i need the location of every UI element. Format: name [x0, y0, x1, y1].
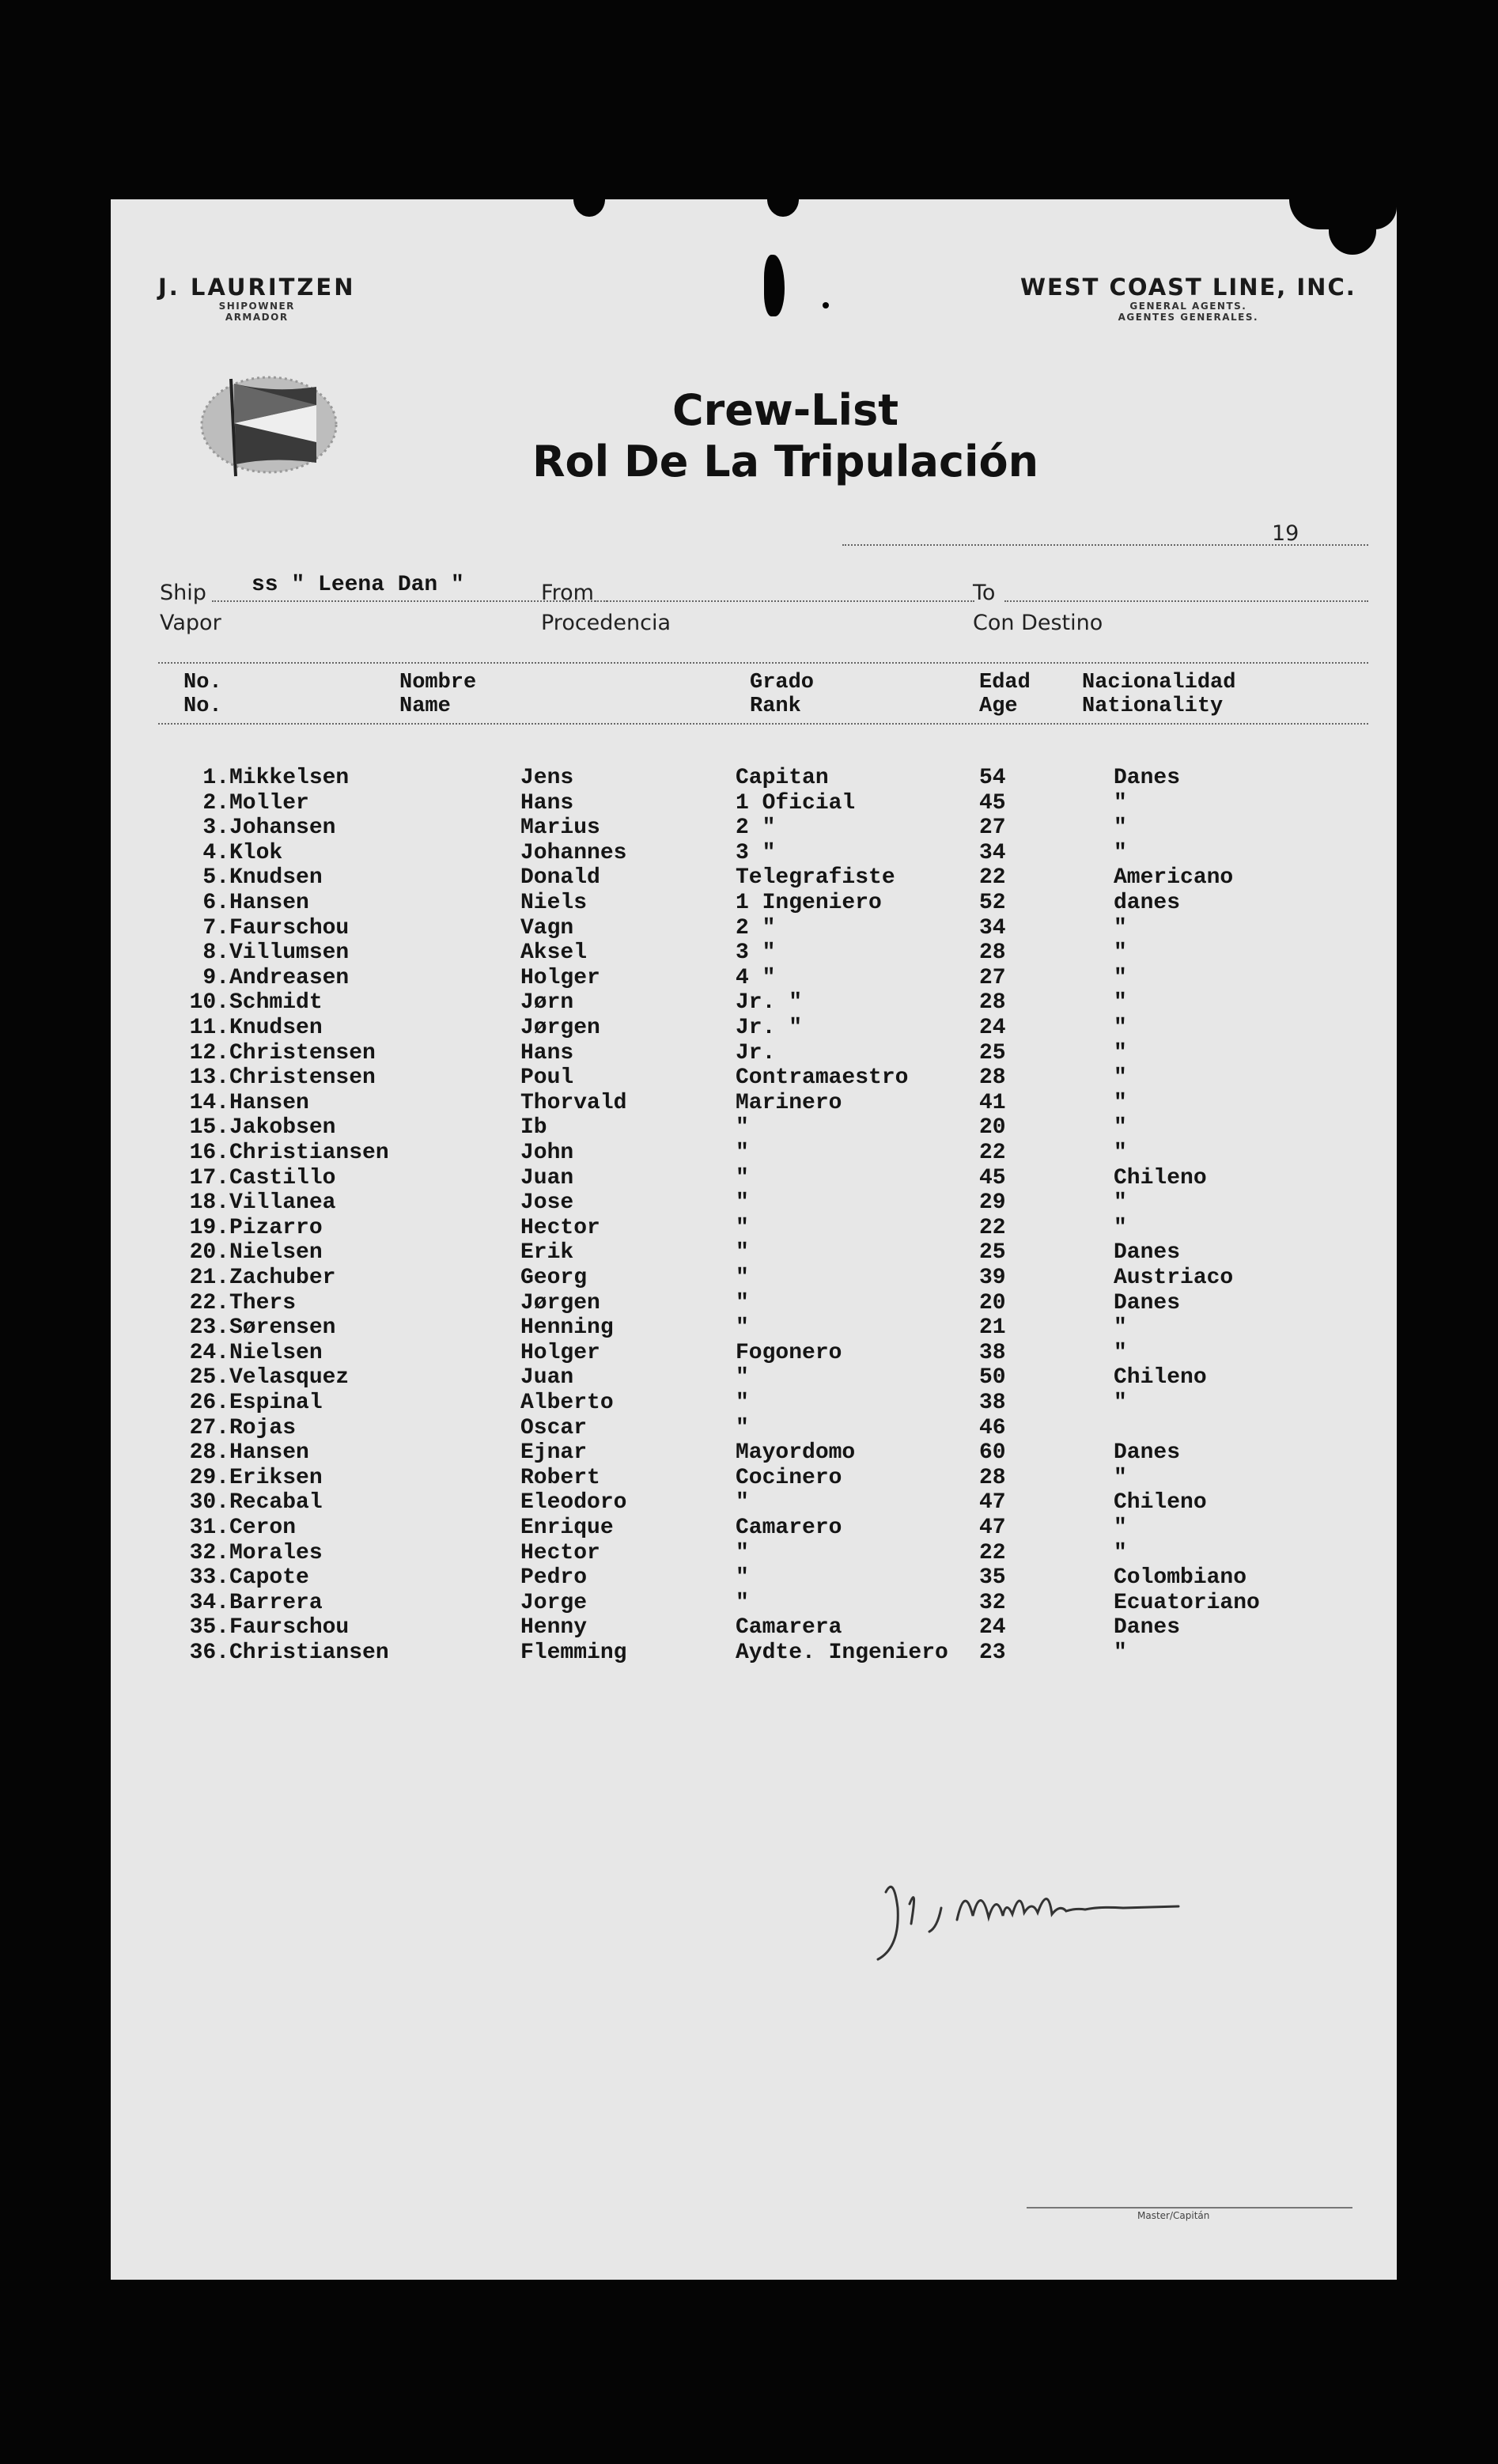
crew-rank: "	[736, 1190, 749, 1216]
crew-surname: Christensen	[229, 1065, 376, 1091]
crew-nationality: "	[1114, 1465, 1127, 1490]
crew-number: 33.	[189, 1565, 229, 1591]
crew-number: 8.	[202, 941, 229, 966]
crew-rank: "	[736, 1240, 749, 1266]
crew-given-name: Henny	[520, 1615, 588, 1641]
crew-age: 54	[979, 766, 1006, 790]
crew-rank: "	[736, 1365, 749, 1391]
crew-surname: Christensen	[229, 1040, 376, 1065]
crew-row	[111, 1440, 1397, 1466]
company-subtitle: GENERAL AGENTS.	[1129, 301, 1247, 312]
procedencia-label: Procedencia	[541, 611, 671, 635]
crew-row	[111, 1041, 1397, 1066]
crew-surname: Zachuber	[229, 1266, 336, 1290]
crew-given-name: Hans	[520, 1040, 574, 1065]
crew-nationality: "	[1114, 816, 1127, 841]
crew-rank: "	[736, 1290, 749, 1315]
crew-age: 32	[979, 1590, 1006, 1615]
crew-rank: 1 Ingeniero	[736, 891, 882, 915]
crew-list-form	[111, 199, 1397, 2280]
header-rule-bottom	[158, 723, 1368, 725]
header-no-en: No.	[183, 695, 222, 718]
crew-number: 15.	[189, 1115, 229, 1141]
crew-row	[111, 1641, 1397, 1666]
crew-age: 24	[979, 1016, 1006, 1040]
crew-nationality: "	[1114, 1190, 1127, 1216]
crew-number: 22.	[189, 1290, 229, 1315]
crew-surname: Mikkelsen	[229, 766, 350, 790]
ink-dot	[823, 302, 829, 308]
crew-age: 45	[979, 790, 1006, 816]
crew-nationality: "	[1114, 790, 1127, 816]
crew-rank: Marinero	[736, 1090, 842, 1115]
crew-surname: Moller	[229, 790, 309, 816]
crew-nationality: "	[1114, 1141, 1127, 1165]
crew-given-name: Hector	[520, 1540, 600, 1565]
captain-signature	[862, 1860, 1242, 1967]
to-line	[1004, 600, 1368, 602]
crew-surname: Sørensen	[229, 1315, 336, 1341]
header-edad: Edad	[979, 671, 1031, 695]
crew-row	[111, 966, 1397, 991]
crew-rank: 2 "	[736, 816, 776, 841]
crew-row	[111, 990, 1397, 1016]
crew-rank: "	[736, 1590, 749, 1615]
crew-given-name: Pedro	[520, 1565, 588, 1591]
crew-surname: Ceron	[229, 1516, 297, 1540]
crew-number: 19.	[189, 1215, 229, 1240]
crew-given-name: Johannes	[520, 840, 627, 865]
letterhead-left	[158, 274, 356, 323]
crew-row	[111, 1591, 1397, 1616]
crew-given-name: Aksel	[520, 941, 588, 966]
crew-age: 27	[979, 965, 1006, 990]
crew-rank: Contramaestro	[736, 1065, 909, 1091]
crew-nationality: "	[1114, 1090, 1127, 1115]
crew-rank: Jr. "	[736, 1016, 803, 1040]
crew-age: 22	[979, 1540, 1006, 1565]
crew-surname: Andreasen	[229, 965, 350, 990]
crew-surname: Klok	[229, 840, 283, 865]
crew-rank: 4 "	[736, 965, 776, 990]
crew-number: 34.	[189, 1590, 229, 1615]
crew-given-name: Erik	[520, 1240, 574, 1266]
crew-number: 20.	[189, 1240, 229, 1266]
crew-given-name: Robert	[520, 1465, 600, 1490]
crew-age: 28	[979, 1065, 1006, 1091]
punch-hole	[573, 199, 605, 217]
crew-age: 41	[979, 1090, 1006, 1115]
crew-given-name: Eleodoro	[520, 1490, 627, 1516]
crew-age: 28	[979, 1465, 1006, 1490]
crew-given-name: Alberto	[520, 1391, 614, 1415]
crew-nationality: "	[1114, 1016, 1127, 1040]
crew-nationality: "	[1114, 1340, 1127, 1365]
crew-age: 24	[979, 1615, 1006, 1641]
con-destino-label: Con Destino	[973, 611, 1103, 635]
crew-surname: Capote	[229, 1565, 309, 1591]
crew-row	[111, 1541, 1397, 1566]
crew-given-name: Thorvald	[520, 1090, 627, 1115]
crew-row	[111, 916, 1397, 941]
crew-nationality: Danes	[1114, 766, 1181, 790]
crew-rank: Jr.	[736, 1040, 776, 1065]
crew-rank: "	[736, 1415, 749, 1440]
crew-nationality: "	[1114, 840, 1127, 865]
crew-given-name: Donald	[520, 865, 600, 891]
crew-rank: "	[736, 1391, 749, 1415]
crew-nationality: "	[1114, 1540, 1127, 1565]
ship-label: Ship	[160, 581, 206, 605]
crew-rank: 2 "	[736, 915, 776, 941]
crew-row	[111, 1065, 1397, 1091]
crew-surname: Recabal	[229, 1490, 323, 1516]
crew-surname: Velasquez	[229, 1365, 350, 1391]
crew-nationality: Danes	[1114, 1440, 1181, 1466]
crew-given-name: Niels	[520, 891, 588, 915]
crew-rank: Camarera	[736, 1615, 842, 1641]
crew-row	[111, 1365, 1397, 1391]
company-subtitle: AGENTES GENERALES.	[1118, 312, 1259, 323]
crew-nationality: Chileno	[1114, 1365, 1207, 1391]
crew-given-name: Henning	[520, 1315, 614, 1341]
crew-rank: 3 "	[736, 840, 776, 865]
crew-rank: Mayordomo	[736, 1440, 856, 1466]
crew-age: 28	[979, 990, 1006, 1016]
crew-surname: Nielsen	[229, 1340, 323, 1365]
crew-row	[111, 941, 1397, 966]
crew-age: 25	[979, 1040, 1006, 1065]
crew-given-name: Hans	[520, 790, 574, 816]
crew-surname: Villanea	[229, 1190, 336, 1216]
crew-rank: "	[736, 1141, 749, 1165]
crew-nationality: Chileno	[1114, 1490, 1207, 1516]
crew-given-name: Jose	[520, 1190, 574, 1216]
crew-age: 38	[979, 1391, 1006, 1415]
crew-surname: Jakobsen	[229, 1115, 336, 1141]
crew-nationality: Austriaco	[1114, 1266, 1234, 1290]
crew-row	[111, 891, 1397, 916]
crew-given-name: Jorge	[520, 1590, 588, 1615]
crew-row	[111, 1490, 1397, 1516]
crew-rank: "	[736, 1115, 749, 1141]
crew-rank: "	[736, 1490, 749, 1516]
crew-nationality: "	[1114, 1641, 1127, 1665]
crew-given-name: Vagn	[520, 915, 574, 941]
crew-age: 22	[979, 1215, 1006, 1240]
crew-given-name: Jørgen	[520, 1290, 600, 1315]
crew-given-name: Poul	[520, 1065, 574, 1091]
crew-given-name: Marius	[520, 816, 600, 841]
crew-row	[111, 766, 1397, 791]
crew-rank: Camarero	[736, 1516, 842, 1540]
crew-row	[111, 1315, 1397, 1341]
crew-number: 17.	[189, 1165, 229, 1190]
crew-rank: 1 Oficial	[736, 790, 856, 816]
crew-nationality: Chileno	[1114, 1165, 1207, 1190]
crew-row	[111, 1166, 1397, 1191]
master-label: Master/Capitán	[1137, 2210, 1210, 2221]
crew-row	[111, 1016, 1397, 1041]
crew-row	[111, 1615, 1397, 1641]
crew-nationality: Colombiano	[1114, 1565, 1247, 1591]
crew-surname: Rojas	[229, 1415, 297, 1440]
crew-surname: Castillo	[229, 1165, 336, 1190]
crew-number: 29.	[189, 1465, 229, 1490]
crew-surname: Eriksen	[229, 1465, 323, 1490]
ink-smudge	[764, 255, 785, 316]
form-title-spanish: Rol De La Tripulación	[531, 437, 1039, 486]
crew-rank: "	[736, 1315, 749, 1341]
crew-nationality: danes	[1114, 891, 1181, 915]
crew-age: 23	[979, 1641, 1006, 1665]
crew-nationality: "	[1114, 1040, 1127, 1065]
crew-rank: "	[736, 1215, 749, 1240]
crew-surname: Christiansen	[229, 1641, 389, 1665]
crew-age: 25	[979, 1240, 1006, 1266]
crew-surname: Thers	[229, 1290, 297, 1315]
header-age: Age	[979, 695, 1018, 718]
crew-given-name: Jens	[520, 766, 574, 790]
crew-given-name: Juan	[520, 1165, 574, 1190]
crew-row	[111, 1240, 1397, 1266]
crew-number: 32.	[189, 1540, 229, 1565]
letterhead-right	[1020, 274, 1356, 323]
crew-nationality: "	[1114, 1215, 1127, 1240]
header-name: Name	[399, 695, 451, 718]
crew-number: 16.	[189, 1141, 229, 1165]
crew-row	[111, 1115, 1397, 1141]
crew-rank: Aydte. Ingeniero	[736, 1641, 948, 1665]
crew-rank: "	[736, 1540, 749, 1565]
crew-number: 1.	[202, 766, 229, 790]
crew-given-name: Flemming	[520, 1641, 627, 1665]
crew-row	[111, 1516, 1397, 1541]
crew-number: 11.	[189, 1016, 229, 1040]
crew-given-name: Holger	[520, 965, 600, 990]
crew-row	[111, 1141, 1397, 1166]
crew-age: 52	[979, 891, 1006, 915]
crew-surname: Faurschou	[229, 915, 350, 941]
crew-row	[111, 816, 1397, 841]
to-label: To	[973, 581, 996, 605]
from-line	[595, 600, 974, 602]
crew-given-name: Oscar	[520, 1415, 588, 1440]
crew-given-name: Jørn	[520, 990, 574, 1016]
header-rank: Rank	[750, 695, 801, 718]
crew-rank: "	[736, 1565, 749, 1591]
crew-age: 50	[979, 1365, 1006, 1391]
crew-row	[111, 865, 1397, 891]
crew-nationality: "	[1114, 941, 1127, 966]
crew-age: 39	[979, 1266, 1006, 1290]
crew-given-name: Georg	[520, 1266, 588, 1290]
crew-surname: Nielsen	[229, 1240, 323, 1266]
crew-given-name: Holger	[520, 1340, 600, 1365]
vapor-label: Vapor	[160, 611, 221, 635]
header-nationality: Nationality	[1082, 695, 1224, 718]
crew-row	[111, 1466, 1397, 1491]
crew-surname: Christiansen	[229, 1141, 389, 1165]
crew-nationality: "	[1114, 1315, 1127, 1341]
crew-given-name: Enrique	[520, 1516, 614, 1540]
crew-number: 27.	[189, 1415, 229, 1440]
crew-nationality: "	[1114, 1391, 1127, 1415]
crew-number: 5.	[202, 865, 229, 891]
crew-nationality: Danes	[1114, 1240, 1181, 1266]
crew-nationality: "	[1114, 965, 1127, 990]
crew-rank: Capitan	[736, 766, 829, 790]
crew-number: 9.	[202, 965, 229, 990]
crew-surname: Pizarro	[229, 1215, 323, 1240]
crew-rank: 3 "	[736, 941, 776, 966]
crew-nationality: "	[1114, 990, 1127, 1016]
crew-age: 22	[979, 1141, 1006, 1165]
crew-number: 35.	[189, 1615, 229, 1641]
company-name-left: J. LAURITZEN	[158, 274, 356, 301]
crew-number: 3.	[202, 816, 229, 841]
crew-row	[111, 791, 1397, 816]
crew-rank: Telegrafiste	[736, 865, 895, 891]
crew-rank: Jr. "	[736, 990, 803, 1016]
crew-age: 46	[979, 1415, 1006, 1440]
header-no: No.	[183, 671, 222, 695]
crew-age: 45	[979, 1165, 1006, 1190]
crew-age: 38	[979, 1340, 1006, 1365]
crew-given-name: Jørgen	[520, 1016, 600, 1040]
date-year: 19	[1272, 521, 1299, 546]
punch-hole	[767, 199, 799, 217]
crew-number: 18.	[189, 1190, 229, 1216]
crew-row	[111, 1216, 1397, 1241]
crew-surname: Barrera	[229, 1590, 323, 1615]
crew-surname: Espinal	[229, 1391, 323, 1415]
crew-number: 10.	[189, 990, 229, 1016]
crew-nationality: Danes	[1114, 1615, 1181, 1641]
crew-given-name: Ejnar	[520, 1440, 588, 1466]
crew-number: 31.	[189, 1516, 229, 1540]
crew-age: 47	[979, 1516, 1006, 1540]
crew-age: 34	[979, 915, 1006, 941]
crew-nationality: Danes	[1114, 1290, 1181, 1315]
header-nacionalidad: Nacionalidad	[1082, 671, 1236, 695]
crew-number: 30.	[189, 1490, 229, 1516]
crew-surname: Knudsen	[229, 1016, 323, 1040]
crew-surname: Hansen	[229, 1090, 309, 1115]
crew-row	[111, 1291, 1397, 1316]
crew-age: 29	[979, 1190, 1006, 1216]
crew-surname: Hansen	[229, 1440, 309, 1466]
crew-row	[111, 1416, 1397, 1441]
crew-age: 47	[979, 1490, 1006, 1516]
crew-nationality: Americano	[1114, 865, 1234, 891]
crew-row	[111, 1565, 1397, 1591]
ship-name: ss " Leena Dan "	[252, 573, 464, 597]
crew-number: 26.	[189, 1391, 229, 1415]
crew-age: 28	[979, 941, 1006, 966]
crew-number: 14.	[189, 1090, 229, 1115]
crew-age: 22	[979, 865, 1006, 891]
crew-given-name: Juan	[520, 1365, 574, 1391]
company-subtitle: ARMADOR	[225, 312, 289, 323]
master-signature-line	[1027, 2207, 1352, 2209]
crew-given-name: Ib	[520, 1115, 547, 1141]
crew-row	[111, 1091, 1397, 1116]
header-rule	[158, 662, 1368, 664]
crew-age: 21	[979, 1315, 1006, 1341]
crew-surname: Morales	[229, 1540, 323, 1565]
crew-rank: "	[736, 1266, 749, 1290]
crew-number: 21.	[189, 1266, 229, 1290]
paper-tear	[1329, 199, 1376, 255]
crew-age: 20	[979, 1290, 1006, 1315]
crew-surname: Schmidt	[229, 990, 323, 1016]
crew-age: 60	[979, 1440, 1006, 1466]
crew-age: 34	[979, 840, 1006, 865]
crew-nationality: "	[1114, 1516, 1127, 1540]
crew-surname: Villumsen	[229, 941, 350, 966]
crew-number: 12.	[189, 1040, 229, 1065]
crew-nationality: Ecuatoriano	[1114, 1590, 1260, 1615]
crew-nationality: "	[1114, 915, 1127, 941]
crew-number: 24.	[189, 1340, 229, 1365]
crew-row	[111, 1341, 1397, 1366]
crew-given-name: Hector	[520, 1215, 600, 1240]
crew-nationality: "	[1114, 1065, 1127, 1091]
crew-surname: Faurschou	[229, 1615, 350, 1641]
crew-number: 4.	[202, 840, 229, 865]
crew-surname: Hansen	[229, 891, 309, 915]
crew-age: 20	[979, 1115, 1006, 1141]
header-grado: Grado	[750, 671, 815, 695]
crew-number: 36.	[189, 1641, 229, 1665]
crew-number: 7.	[202, 915, 229, 941]
crew-age: 35	[979, 1565, 1006, 1591]
crew-number: 13.	[189, 1065, 229, 1091]
from-label: From	[541, 581, 594, 605]
header-nombre: Nombre	[399, 671, 477, 695]
crew-age: 27	[979, 816, 1006, 841]
crew-surname: Knudsen	[229, 865, 323, 891]
crew-number: 28.	[189, 1440, 229, 1466]
crew-rank: Cocinero	[736, 1465, 842, 1490]
crew-row	[111, 841, 1397, 866]
crew-nationality: "	[1114, 1115, 1127, 1141]
crew-number: 25.	[189, 1365, 229, 1391]
crew-rank: Fogonero	[736, 1340, 842, 1365]
crew-rank: "	[736, 1165, 749, 1190]
form-title: Crew-List	[671, 385, 899, 435]
company-subtitle: SHIPOWNER	[218, 301, 295, 312]
crew-number: 23.	[189, 1315, 229, 1341]
crew-row	[111, 1190, 1397, 1216]
crew-given-name: John	[520, 1141, 574, 1165]
crew-row	[111, 1391, 1397, 1416]
crew-surname: Johansen	[229, 816, 336, 841]
crew-number: 6.	[202, 891, 229, 915]
crew-row	[111, 1266, 1397, 1291]
crew-number: 2.	[202, 790, 229, 816]
company-name-right: WEST COAST LINE, INC.	[1020, 274, 1356, 301]
